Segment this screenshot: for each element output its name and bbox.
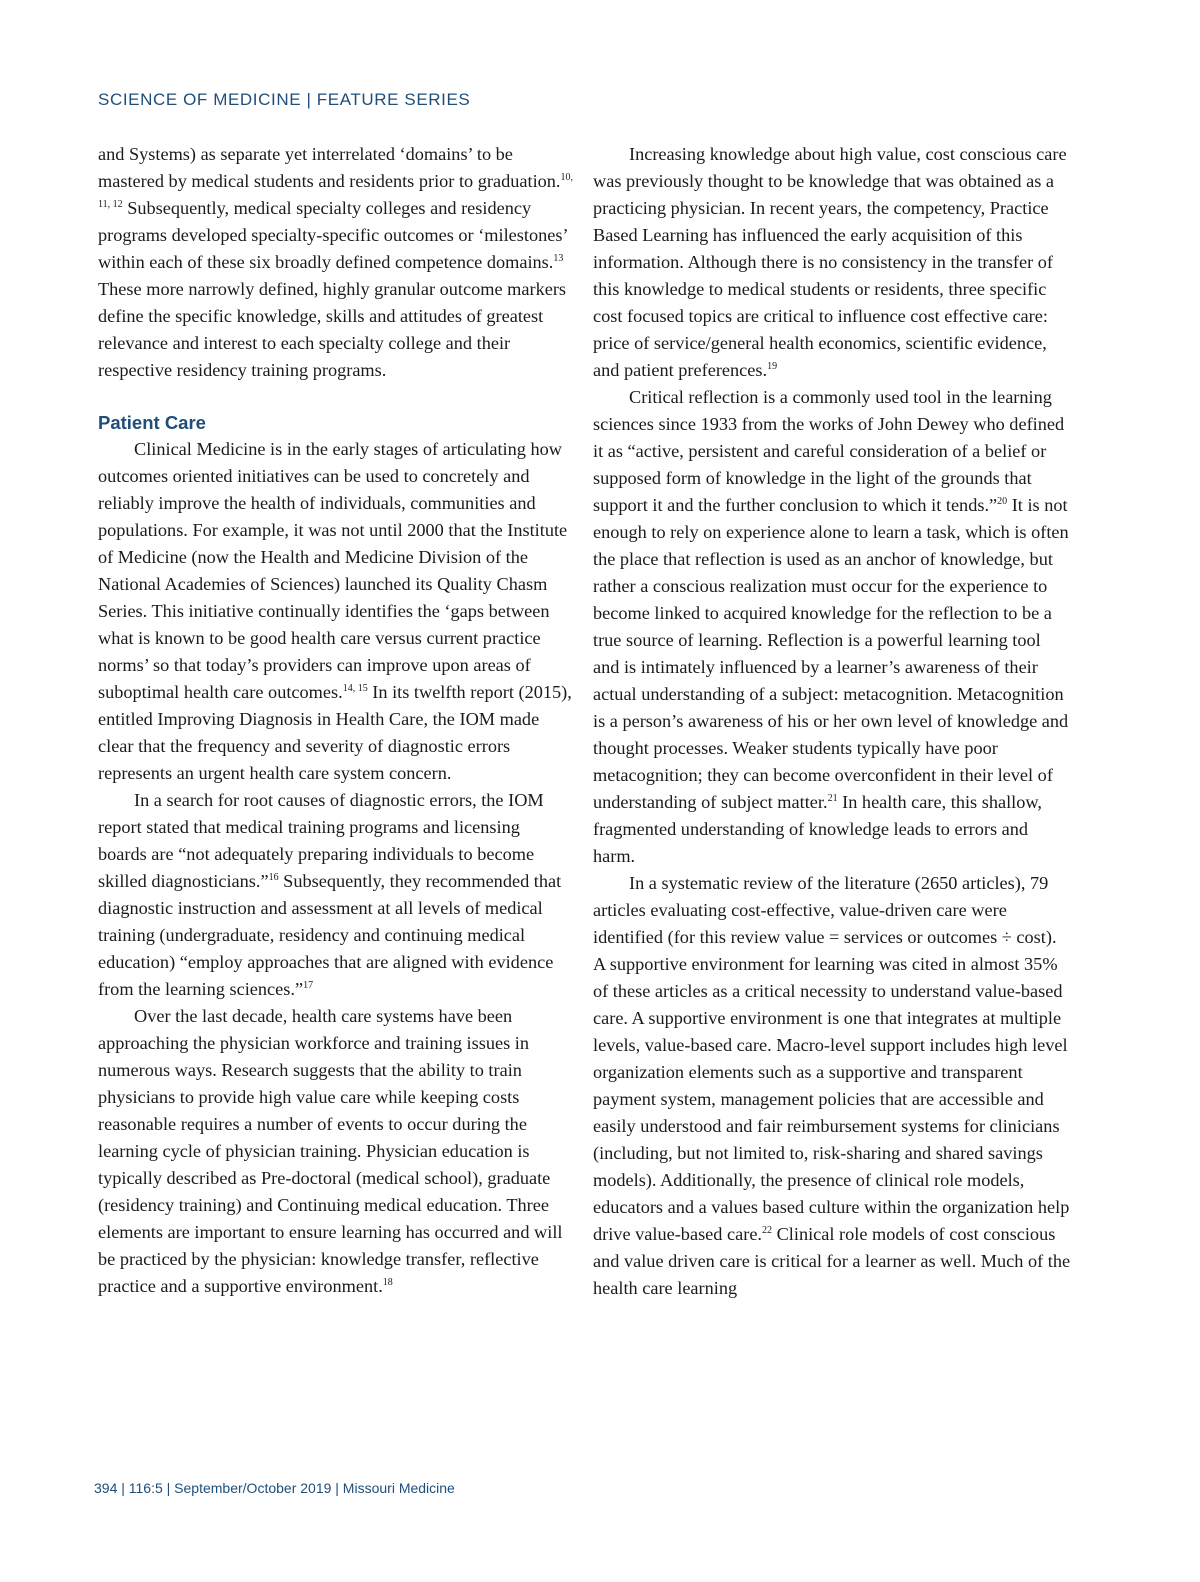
citation-superscript: 22: [762, 1224, 773, 1236]
citation-superscript: 18: [382, 1276, 393, 1288]
citation-superscript: 21: [827, 792, 838, 804]
citation-superscript: 13: [553, 252, 564, 264]
paragraph: Clinical Medicine is in the early stages of articulating how outcomes oriented initiatives can be used to concretely and reliably improve the health of individuals, communities and populations. For example, it was not until 2000 that the Institute of Medicine (now the Health and Medicine Division of the National Academies of Sciences) launched its Quality Chasm Series. This initiative continually identifies the ‘gaps between what is known to be good health care versus current practice norms’ so that today’s providers can improve upon areas of suboptimal health care outcomes.$^{14, 15}$ In its twelfth report (2015), entitled Improving Diagnosis in Health Care, the IOM made clear that the frequency and severity of diagnostic errors represents an urgent health care system concern.: [98, 439, 572, 783]
paragraph: and Systems) as separate yet interrelated ‘domains’ to be mastered by medical students and residents prior to graduation.$^{10, 11, 12}$ Subsequently, medical specialty colleges and residency programs developed specialty-specific outcomes or ‘milestones’ within each of these six broadly defined competence domains.$^{13}$ These more narrowly defined, highly granular outcome markers define the specific knowledge, skills and attitudes of greatest relevance and interest to each specialty college and their respective residency training programs.: [98, 144, 573, 380]
citation-superscript: 16: [268, 871, 279, 883]
citation-superscript: 14, 15: [342, 682, 368, 694]
paragraph: Critical reflection is a commonly used tool in the learning sciences since 1933 from the works of John Dewey who defined it as “active, persistent and careful consideration of a belief or supposed form of knowledge in the light of the grounds that support it and the further conclusion to which it tends.”$^{20}$ It is not enough to rely on experience alone to learn a task, which is often the place that reflection is used as an anchor of knowledge, but rather a conscious realization must occur for the experience to become linked to acquired knowledge for the reflection to be a true source of learning. Reflection is a powerful learning tool and is intimately influenced by a learner’s awareness of their actual understanding of a subject: metacognition. Metacognition is a person’s awareness of his or her own level of knowledge and thought processes. Weaker students typically have poor metacognition; they can become overconfident in their level of understanding of subject matter.$^{21}$ In health care, this shallow, fragmented understanding of knowledge leads to errors and harm.: [593, 387, 1069, 866]
running-header: SCIENCE OF MEDICINE | FEATURE SERIES: [98, 90, 471, 109]
paragraph: Over the last decade, health care systems have been approaching the physician workforce and training issues in numerous ways. Research suggests that the ability to train physicians to provide high value care while keeping costs reasonable requires a number of events to occur during the learning cycle of physician training. Physician education is typically described as Pre-doctoral (medical school), graduate (residency training) and Continuing medical education. Three elements are important to ensure learning has occurred and will be practiced by the physician: knowledge transfer, reflective practice and a supportive environment.$^{18}$: [98, 1006, 563, 1296]
citation-superscript: 17: [303, 979, 314, 991]
paragraph: In a systematic review of the literature (2650 articles), 79 articles evaluating cost-effective, value-driven care were identified (for this review value = services or outcomes ÷ cost). A supportive environment for learning was cited in almost 35% of these articles as a critical necessity to understand value-based care. A supportive environment is one that integrates at multiple levels, value-based care. Macro-level support includes high level organization elements such as a supportive and transparent payment system, management policies that are accessible and easily understood and fair reimbursement systems for clinicians (including, but not limited to, risk-sharing and shared savings models). Additionally, the presence of clinical role models, educators and a values based culture within the organization help drive value-based care.$^{22}$ Clinical role models of cost conscious and value driven care is critical for a learner as well. Much of the health care learning: [593, 873, 1071, 1298]
paragraph: In a search for root causes of diagnostic errors, the IOM report stated that medical training programs and licensing boards are “not adequately preparing individuals to become skilled diagnosticians.”$^{16}$ Subsequently, they recommended that diagnostic instruction and assessment at all levels of medical training (undergraduate, residency and continuing medical education) “employ approaches that are aligned with evidence from the learning sciences.”$^{17}$: [98, 790, 562, 999]
section-heading: Patient Care: [98, 412, 206, 433]
left-column: [98, 141, 573, 1300]
page-footer: 394 | 116:5 | September/October 2019 | Missouri Medicine: [94, 1480, 455, 1496]
citation-superscript: 19: [767, 360, 778, 372]
citation-superscript: 20: [997, 495, 1008, 507]
citation-superscript: 10, 11, 12: [98, 171, 573, 210]
right-column: [593, 141, 1071, 1302]
paragraph: Increasing knowledge about high value, cost conscious care was previously thought to be knowledge that was obtained as a practicing physician. In recent years, the competency, Practice Based Learning has influenced the early acquisition of this information. Although there is no consistency in the transfer of this knowledge to medical students or residents, three specific cost focused topics are critical to influence cost effective care: price of service/general health economics, scientific evidence, and patient preferences.$^{19}$: [593, 144, 1067, 380]
